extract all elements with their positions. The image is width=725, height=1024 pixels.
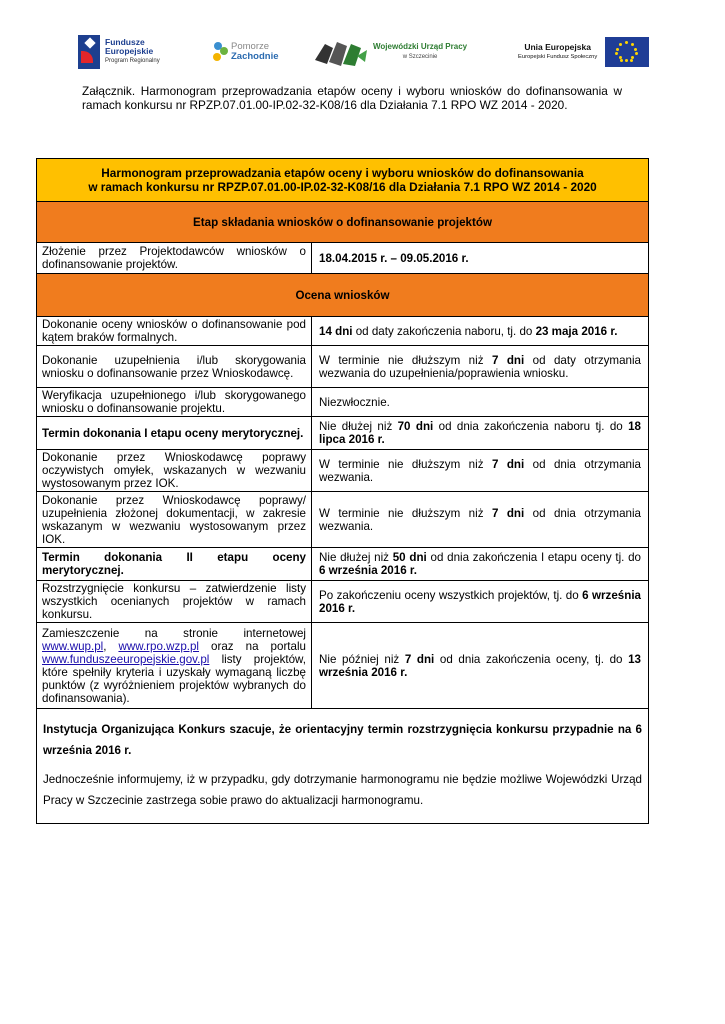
pomorze-zachodnie-logo bbox=[212, 30, 279, 74]
footer-estimate-note: Instytucja Organizująca Konkurs szacuje, że orientacyjny termin rozstrzygnięcia konkursu przypadnie na 6 września 2016 r. bbox=[43, 723, 643, 757]
wup-line1: Wojewódzki Urząd Pracy bbox=[373, 42, 468, 51]
row-correction-term: W terminie nie dłuższym niż 7 dni od daty otrzymania wezwania do uzupełnienia/poprawienia wniosku. bbox=[312, 346, 649, 388]
eu-flag-icon bbox=[605, 37, 649, 67]
row-supplement-stage: Dokonanie przez Wnioskodawcę poprawy/ uzupełnienia złożonej dokumentacji, w zakresie wskazanym w wezwaniu wystosowanym przez IOK. bbox=[37, 492, 312, 548]
schedule-table bbox=[36, 158, 649, 824]
row-publication-stage: Zamieszczenie na stronie internetowej www.wup.pl, www.rpo.wzp.pl oraz na portalu www.funduszeeuropejskie.gov.pl listy projektów, które spełniły kryteria i uzyskały wymaganą liczbę punktów (z wyróżnieniem projektów wybranych do dofinansowania). bbox=[37, 623, 312, 709]
table-row bbox=[37, 346, 649, 388]
link-rpo[interactable]: www.rpo.wzp.pl bbox=[118, 639, 200, 653]
footer-notes bbox=[37, 709, 649, 824]
table-row bbox=[37, 548, 649, 581]
row-merit-2-stage: Termin dokonania II etapu oceny merytorycznej. bbox=[37, 548, 312, 581]
section-submission-header: Etap składania wniosków o dofinansowanie projektów bbox=[37, 202, 649, 243]
row-merit-1-term: Nie dłużej niż 70 dni od dnia zakończenia naboru tj. do 18 lipca 2016 r. bbox=[312, 417, 649, 450]
table-row bbox=[37, 623, 649, 709]
row-verification-term: Niezwłocznie. bbox=[312, 388, 649, 417]
footer-update-note: Jednocześnie informujemy, iż w przypadku, gdy dotrzymanie harmonogramu nie będzie możliwe Wojewódzki Urząd Pracy w Szczecinie zastrzega sobie prawo do aktualizacji harmonogramu. bbox=[43, 773, 643, 807]
table-row bbox=[37, 492, 649, 548]
wup-icon bbox=[315, 38, 367, 66]
row-formal-check-term: 14 dni od daty zakończenia naboru, tj. do 23 maja 2016 r. bbox=[312, 317, 649, 346]
fe-line2: Europejskie bbox=[105, 46, 154, 56]
logo-bar bbox=[78, 30, 656, 74]
table-row bbox=[37, 243, 649, 274]
row-submit-stage: Złożenie przez Projektodawców wniosków o dofinansowanie projektów. bbox=[37, 243, 312, 274]
pz-line1: Pomorze bbox=[231, 41, 270, 52]
table-row bbox=[37, 450, 649, 492]
ue-line1: Unia Europejska bbox=[524, 42, 591, 52]
section-evaluation-header: Ocena wniosków bbox=[37, 274, 649, 317]
row-verification-stage: Weryfikacja uzupełnionego i/lub skorygowanego wniosku o dofinansowanie projektu. bbox=[37, 388, 312, 417]
link-fundusze[interactable]: www.funduszeeuropejskie.gov.pl bbox=[42, 652, 210, 666]
table-title-row bbox=[37, 159, 649, 202]
pz-line2: Zachodnie bbox=[231, 51, 279, 62]
table-title: Harmonogram przeprowadzania etapów oceny i wyboru wniosków do dofinansowania w ramach konkursu nr RPZP.07.01.00-IP.02-32-K08/16 dla Działania 7.1 RPO WZ 2014 - 2020 bbox=[37, 159, 649, 202]
footer-row bbox=[37, 709, 649, 824]
row-resolution-term: Po zakończeniu oceny wszystkich projektów, tj. do 6 września 2016 r. bbox=[312, 581, 649, 623]
row-submit-term: 18.04.2015 r. – 09.05.2016 r. bbox=[312, 243, 649, 274]
table-row bbox=[37, 388, 649, 417]
table-row bbox=[37, 417, 649, 450]
fundusze-europejskie-logo bbox=[78, 30, 160, 74]
unia-europejska-logo bbox=[518, 30, 649, 74]
row-correction-stage: Dokonanie uzupełnienia i/lub skorygowania wniosku o dofinansowanie przez Wnioskodawcę. bbox=[37, 346, 312, 388]
wup-szczecin-logo bbox=[315, 30, 467, 74]
table-row bbox=[37, 581, 649, 623]
pomorze-zachodnie-icon bbox=[212, 40, 228, 64]
fe-line3: Program Regionalny bbox=[105, 58, 160, 64]
section-header-row bbox=[37, 274, 649, 317]
row-resolution-stage: Rozstrzygnięcie konkursu – zatwierdzenie listy wszystkich ocenianych projektów w ramach konkursu. bbox=[37, 581, 312, 623]
row-merit-2-term: Nie dłużej niż 50 dni od dnia zakończenia I etapu oceny tj. do 6 września 2016 r. bbox=[312, 548, 649, 581]
table-row bbox=[37, 317, 649, 346]
row-obvious-errors-term: W terminie nie dłuższym niż 7 dni od dnia otrzymania wezwania. bbox=[312, 450, 649, 492]
fe-line1: Fundusze bbox=[105, 37, 145, 47]
row-formal-check-stage: Dokonanie oceny wniosków o dofinansowanie pod kątem braków formalnych. bbox=[37, 317, 312, 346]
row-obvious-errors-stage: Dokonanie przez Wnioskodawcę poprawy oczywistych omyłek, wskazanych w wezwaniu wystosowanym przez IOK. bbox=[37, 450, 312, 492]
section-header-row bbox=[37, 202, 649, 243]
row-publication-term: Nie później niż 7 dni od dnia zakończenia oceny, tj. do 13 września 2016 r. bbox=[312, 623, 649, 709]
row-supplement-term: W terminie nie dłuższym niż 7 dni od dnia otrzymania wezwania. bbox=[312, 492, 649, 548]
link-wup[interactable]: www.wup.pl bbox=[42, 639, 104, 653]
ue-line2: Europejski Fundusz Społeczny bbox=[518, 54, 598, 60]
fundusze-europejskie-icon bbox=[78, 35, 100, 69]
wup-line2: w Szczecinie bbox=[402, 54, 438, 60]
intro-paragraph: Załącznik. Harmonogram przeprowadzania etapów oceny i wyboru wniosków do dofinansowania w ramach konkursu nr RPZP.07.01.00-IP.02-32-K08/16 dla Działania 7.1 RPO WZ 2014 - 2020. bbox=[82, 84, 622, 112]
row-merit-1-stage: Termin dokonania I etapu oceny merytorycznej. bbox=[37, 417, 312, 450]
